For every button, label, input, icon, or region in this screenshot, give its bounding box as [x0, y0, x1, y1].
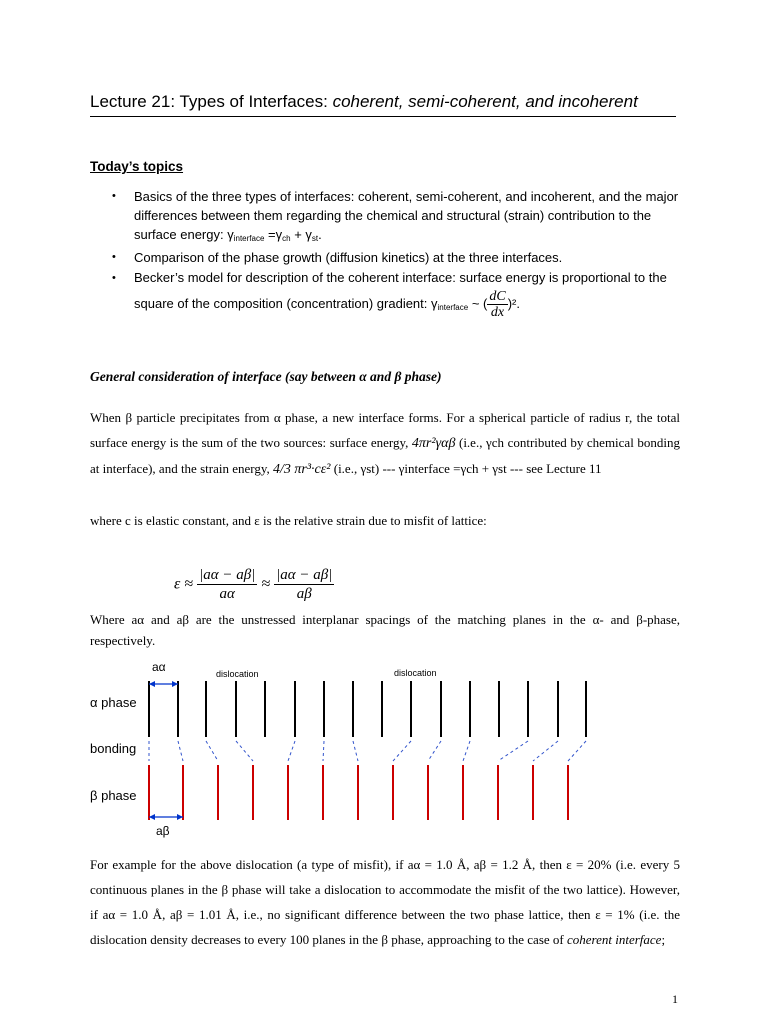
bond-line-12	[533, 741, 558, 761]
title-main: Lecture 21: Types of Interfaces:	[90, 92, 333, 111]
topics-list	[112, 187, 682, 320]
topic-3-tilde: ~ (	[468, 295, 488, 311]
topic-1-mid2: + γ	[290, 227, 312, 242]
bond-line-13	[568, 741, 586, 761]
interface-diagram	[88, 655, 648, 845]
bond-line-9	[428, 741, 441, 761]
lattice-lines	[149, 681, 586, 820]
topic-bullet-3	[112, 267, 682, 320]
bond-line-4	[236, 741, 253, 761]
sub-ch: ch	[282, 234, 291, 243]
beta-phase-label: β phase	[90, 788, 137, 803]
surface-energy-formula: 4πr²γαβ	[411, 436, 456, 451]
bond-line-3	[206, 741, 218, 761]
example-italic: coherent interface	[567, 932, 662, 947]
paragraph-3: Where aα and aβ are the unstressed interplanar spacings of the matching planes in the α- and β-phase, respectively.	[90, 612, 680, 648]
eq-approx: ≈	[261, 575, 271, 593]
sub-interface: interface	[233, 234, 265, 243]
title-subtitle: coherent, semi-coherent, and incoherent	[332, 92, 638, 111]
eq-numerator-1: |aα − aβ|	[199, 567, 256, 583]
paragraph-1	[90, 405, 680, 482]
bond-line-10	[463, 741, 470, 761]
a-beta-label: aβ	[156, 824, 170, 838]
paragraph-2: where c is elastic constant, and ε is the relative strain due to misfit of lattice:	[90, 513, 487, 528]
lecture-title	[90, 92, 638, 112]
example-post: ;	[661, 932, 666, 947]
eq-numerator-2: |aα − aβ|	[276, 567, 333, 583]
strain-energy-formula: 4/3 πr³·cε²	[273, 462, 331, 477]
bond-line-2	[178, 741, 183, 761]
topic-1-mid: =γ	[264, 227, 283, 242]
eq-denominator-1: aα	[219, 586, 235, 602]
title-underline	[90, 116, 676, 117]
p1-part-a: When β particle precipitates from α phase, a new interface forms. For a spherical particle of radius r, the total surface energy is the sum of the two sources: surface energy,	[90, 410, 680, 450]
bond-line-5	[288, 741, 295, 761]
topic-3-text: Becker’s model for description of the coherent interface: surface energy is proportional to the square of the composition (concentration) gradient: γ	[134, 270, 667, 311]
topics-heading: Today’s topics	[90, 159, 184, 174]
strain-equation	[174, 566, 334, 603]
topic-bullet-2: • Comparison of the phase growth (diffusion kinetics) at the three interfaces.	[112, 248, 682, 267]
fraction-denominator: dx	[490, 305, 505, 320]
sub-interface-2: interface	[437, 302, 469, 312]
topic-3-post: )².	[507, 295, 520, 311]
p1-part-c: (i.e., γst) --- γinterface =γch + γst --- see Lecture 11	[333, 461, 602, 476]
p1-part-b: (i.e., γch contributed by chemical bonding at interface), and the strain energy,	[90, 435, 680, 476]
sub-st: st	[311, 234, 319, 243]
topic-1-post: .	[318, 227, 322, 242]
eq-fraction-1	[197, 566, 257, 603]
eq-fraction-2	[274, 566, 334, 603]
bond-line-8	[393, 741, 411, 761]
bonding-label: bonding	[90, 741, 137, 756]
alpha-phase-label: α phase	[90, 695, 137, 710]
dislocation-label-1: dislocation	[216, 669, 259, 679]
a-alpha-label: aα	[152, 660, 166, 674]
bond-line-7	[353, 741, 358, 761]
topic-1-text: Basics of the three types of interfaces: coherent, semi-coherent, and incoherent, and the major differences between them regarding the chemical and structural (strain) contribution to the surface energy: γ	[134, 189, 679, 242]
eq-denominator-2: aβ	[296, 586, 312, 602]
general-heading: General consideration of interface (say between α and β phase)	[90, 369, 442, 384]
example-paragraph	[90, 852, 680, 952]
fraction-numerator: dC	[489, 289, 506, 304]
dislocation-label-2: dislocation	[394, 668, 437, 678]
eq-epsilon: ε ≈	[174, 575, 194, 593]
topic-bullet-1	[112, 187, 682, 248]
example-text: For example for the above dislocation (a type of misfit), if aα = 1.0 Å, aβ = 1.2 Å, then ε = 20% (i.e. every 5 continuous planes in the β phase will take a dislocation to accommodate the misfit of the two lattice). However, if aα = 1.0 Å, aβ = 1.01 Å, i.e., no significant difference between the two phase lattice, then ε = 1% (i.e. the dislocation density decreases to every 100 planes in the β phase, approaching to the case of	[90, 857, 680, 947]
dc-dx-fraction	[487, 289, 507, 320]
bond-line-6	[323, 741, 324, 761]
page-number: 1	[672, 992, 678, 1006]
bond-line-11	[498, 741, 528, 761]
